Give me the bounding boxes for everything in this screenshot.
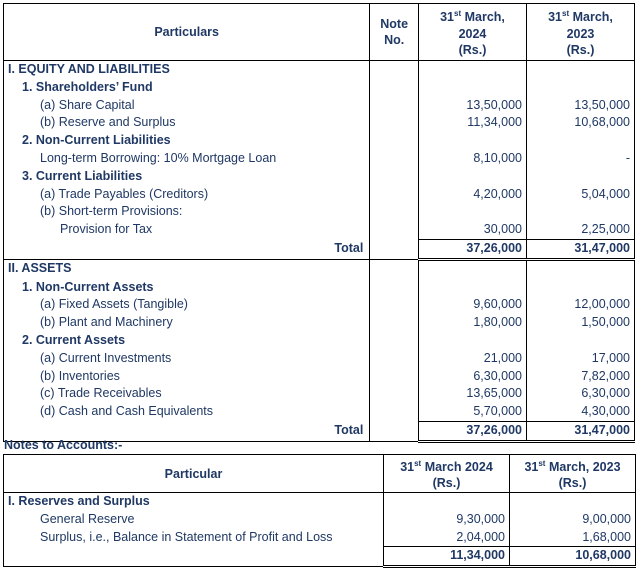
- notes-total-2024: 11,34,000: [384, 547, 510, 567]
- table-row: [4, 114, 635, 132]
- value-2024: 2,04,000: [384, 529, 510, 547]
- notes-header-particular: Particular: [164, 466, 223, 481]
- value-2024: 9,60,000: [419, 296, 527, 314]
- table-row: [4, 403, 635, 421]
- notes-2024-unit: (Rs.): [432, 476, 461, 491]
- table-row: [4, 529, 636, 547]
- value-2024: [419, 259, 527, 278]
- total-label: Total: [334, 241, 364, 256]
- header-2023-month: March,: [569, 10, 613, 25]
- value-2024: 8,10,000: [419, 150, 527, 168]
- notes-header-2024: [384, 455, 510, 493]
- row-label: (a) Share Capital: [40, 97, 135, 112]
- value-2023: 1,50,000: [526, 314, 634, 332]
- row-label: (a) Current Investments: [40, 350, 172, 365]
- note-cell: [370, 350, 419, 368]
- note-cell: [370, 79, 419, 97]
- table-row: [4, 168, 635, 186]
- notes-section-reserves: I. Reserves and Surplus: [4, 493, 384, 511]
- row-label: Long-term Borrowing: 10% Mortgage Loan: [40, 150, 277, 165]
- value-2024: [384, 493, 510, 511]
- row-label: (c) Trade Receivables: [40, 386, 162, 401]
- header-2023-sup: st: [562, 9, 570, 19]
- table-row: [4, 79, 635, 97]
- value-2024: [419, 279, 527, 297]
- table-row: [4, 350, 635, 368]
- value-2024: 11,34,000: [419, 114, 527, 132]
- notes-header-row: [4, 455, 636, 493]
- value-2023: 2,25,000: [526, 221, 634, 239]
- subsection-current-liabilities: 3. Current Liabilities: [22, 168, 143, 183]
- table-row: [4, 385, 635, 403]
- note-cell: [370, 61, 419, 79]
- table-row: [4, 203, 635, 221]
- table-row: [4, 97, 635, 115]
- value-2024: 13,50,000: [419, 97, 527, 115]
- value-2024: 13,65,000: [419, 385, 527, 403]
- notes-2024-month: March 2024: [421, 460, 493, 475]
- note-cell: [370, 114, 419, 132]
- value-2023: 13,50,000: [526, 97, 634, 115]
- total-row-liabilities: [4, 239, 635, 259]
- value-2024: [419, 132, 527, 150]
- value-2023: [526, 132, 634, 150]
- note-cell: [370, 150, 419, 168]
- section-assets: II. ASSETS: [4, 259, 370, 278]
- notes-title: Notes to Accounts:-: [4, 438, 123, 452]
- row-label: (b) Reserve and Surplus: [40, 115, 176, 130]
- row-label: (d) Cash and Cash Equivalents: [40, 404, 214, 419]
- balance-sheet-table: [3, 3, 635, 443]
- total-2024: 37,26,000: [419, 421, 527, 441]
- value-2023: [526, 259, 634, 278]
- note-cell: [370, 239, 419, 259]
- table-row: [4, 279, 635, 297]
- value-2023: 12,00,000: [526, 296, 634, 314]
- note-cell: [370, 186, 419, 204]
- row-label: (a) Trade Payables (Creditors): [40, 186, 209, 201]
- header-2023: [526, 4, 634, 61]
- notes-header-2023: [510, 455, 636, 493]
- table-row: [4, 493, 636, 511]
- value-2023: 10,68,000: [526, 114, 634, 132]
- row-label: General Reserve: [40, 511, 135, 526]
- note-cell: [370, 403, 419, 421]
- note-cell: [370, 221, 419, 239]
- value-2023: [526, 61, 634, 79]
- note-cell: [370, 97, 419, 115]
- value-2023: 9,00,000: [510, 511, 636, 529]
- header-note-no: [370, 4, 419, 61]
- header-2023-day: 31: [548, 10, 562, 25]
- note-cell: [370, 168, 419, 186]
- header-2024-unit: (Rs.): [458, 42, 487, 57]
- total-label: Total: [334, 423, 364, 438]
- header-particulars: Particulars: [154, 25, 219, 39]
- header-note-line2: No.: [384, 33, 405, 47]
- value-2023: [526, 168, 634, 186]
- header-note-line1: Note: [380, 17, 409, 31]
- row-label: Provision for Tax: [60, 222, 153, 237]
- balance-sheet-header-row: [4, 4, 635, 61]
- value-2024: 21,000: [419, 350, 527, 368]
- table-row: [4, 150, 635, 168]
- table-row: [4, 511, 636, 529]
- value-2023: 6,30,000: [526, 385, 634, 403]
- table-row: [4, 296, 635, 314]
- value-2023: 4,30,000: [526, 403, 634, 421]
- value-2023: -: [526, 150, 634, 168]
- row-label: (b) Plant and Machinery: [40, 315, 173, 330]
- value-2023: 5,04,000: [526, 186, 634, 204]
- note-cell: [370, 259, 419, 278]
- header-2024-month: March,: [461, 10, 505, 25]
- table-row: [4, 332, 635, 350]
- table-row: [4, 61, 635, 79]
- notes-2024-day: 31: [400, 460, 415, 475]
- table-row: [4, 314, 635, 332]
- row-label: (a) Fixed Assets (Tangible): [40, 297, 188, 312]
- value-2024: 9,30,000: [384, 511, 510, 529]
- note-cell: [370, 296, 419, 314]
- note-cell: [370, 421, 419, 441]
- value-2024: [419, 203, 527, 221]
- subsection-shareholders-fund: 1. Shareholders’ Fund: [22, 79, 153, 94]
- value-2023: 17,000: [526, 350, 634, 368]
- subsection-non-current-liabilities: 2. Non-Current Liabilities: [22, 133, 171, 148]
- value-2023: [526, 79, 634, 97]
- table-row: [4, 259, 635, 278]
- value-2024: 4,20,000: [419, 186, 527, 204]
- note-cell: [370, 385, 419, 403]
- value-2024: [419, 168, 527, 186]
- value-2023: [526, 332, 634, 350]
- value-2023: 7,82,000: [526, 368, 634, 386]
- row-label: (b) Short-term Provisions:: [40, 204, 183, 219]
- value-2024: 1,80,000: [419, 314, 527, 332]
- total-2024: 37,26,000: [419, 239, 527, 259]
- notes-2023-day: 31: [524, 460, 539, 475]
- notes-total-2023: 10,68,000: [510, 547, 636, 567]
- note-cell: [370, 314, 419, 332]
- notes-table: [3, 454, 636, 568]
- subsection-current-assets: 2. Current Assets: [22, 332, 126, 347]
- value-2023: [526, 203, 634, 221]
- value-2024: 30,000: [419, 221, 527, 239]
- value-2024: [419, 332, 527, 350]
- value-2024: [419, 79, 527, 97]
- notes-total-row: [4, 547, 636, 567]
- header-2023-year: 2023: [566, 26, 595, 41]
- value-2024: 6,30,000: [419, 368, 527, 386]
- table-row: [4, 186, 635, 204]
- header-2024: [419, 4, 527, 61]
- header-2024-sup: st: [454, 9, 462, 19]
- table-row: [4, 132, 635, 150]
- value-2023: [510, 493, 636, 511]
- header-2024-year: 2024: [458, 26, 487, 41]
- note-cell: [370, 368, 419, 386]
- row-label: (b) Inventories: [40, 368, 120, 383]
- note-cell: [370, 132, 419, 150]
- total-2023: 31,47,000: [526, 239, 634, 259]
- value-2023: [526, 279, 634, 297]
- header-2024-day: 31: [440, 10, 454, 25]
- note-cell: [370, 203, 419, 221]
- row-label: Surplus, i.e., Balance in Statement of Profit and Loss: [40, 529, 333, 544]
- note-cell: [370, 279, 419, 297]
- notes-2023-unit: (Rs.): [558, 476, 587, 491]
- table-row: [4, 368, 635, 386]
- table-row: [4, 221, 635, 239]
- value-2024: 5,70,000: [419, 403, 527, 421]
- notes-2023-sup: st: [538, 458, 546, 468]
- notes-2023-month: March, 2023: [545, 460, 621, 475]
- notes-2024-sup: st: [414, 458, 422, 468]
- note-cell: [370, 332, 419, 350]
- subsection-non-current-assets: 1. Non-Current Assets: [22, 279, 154, 294]
- row-label: [4, 547, 384, 567]
- section-equity-liabilities: I. EQUITY AND LIABILITIES: [4, 61, 370, 79]
- value-2024: [419, 61, 527, 79]
- value-2023: 1,68,000: [510, 529, 636, 547]
- header-2023-unit: (Rs.): [566, 42, 595, 57]
- total-2023: 31,47,000: [526, 421, 634, 441]
